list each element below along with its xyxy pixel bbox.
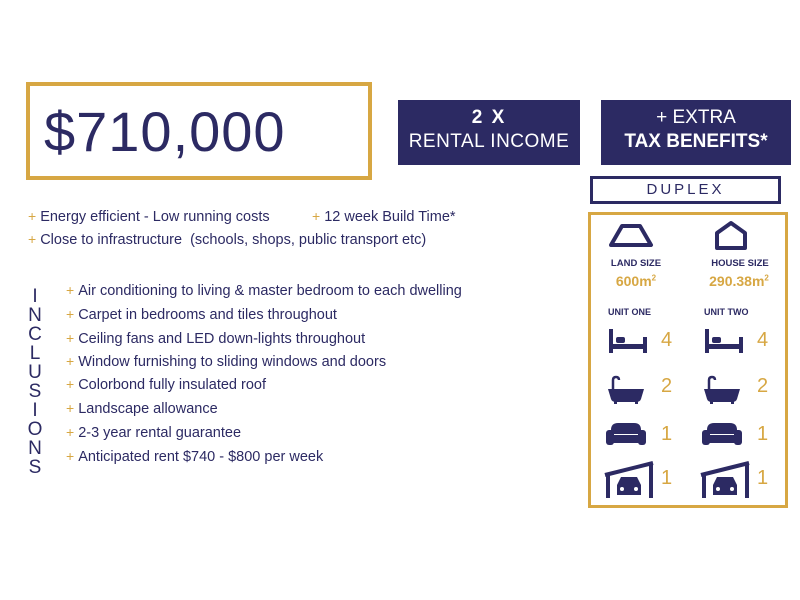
- plus-icon: +: [66, 330, 75, 346]
- inclusion-item: [66, 330, 365, 347]
- inclusions-title: [22, 286, 48, 478]
- inclusions-letter: I: [32, 286, 38, 307]
- plus-icon: +: [66, 448, 75, 464]
- inclusion-item: [66, 282, 462, 299]
- inclusion-text: Air conditioning to living & master bedroom to each dwelling: [78, 283, 462, 299]
- plus-icon: +: [28, 231, 37, 247]
- unit-one-label: UNIT ONE: [608, 307, 652, 317]
- tax-benefits-banner: [601, 100, 791, 165]
- inclusion-text: Anticipated rent $740 - $800 per week: [78, 449, 324, 465]
- inclusion-item: [66, 376, 266, 393]
- bathtub-icon: [605, 375, 647, 405]
- unit-two-label: UNIT TWO: [704, 307, 749, 317]
- land-size-sup: 2: [651, 273, 657, 283]
- unit-one-bathrooms: 2: [661, 375, 673, 397]
- inclusions-letter: O: [27, 419, 43, 440]
- inclusion-text: Carpet in bedrooms and tiles throughout: [78, 307, 337, 323]
- plus-icon: +: [66, 353, 75, 369]
- inclusion-text: Ceiling fans and LED down-lights throughout: [78, 331, 366, 347]
- unit-one-garage: 1: [661, 467, 673, 489]
- feature-text: Energy efficient - Low running costs: [40, 209, 270, 225]
- feature-text: 12 week Build Time*: [324, 209, 456, 225]
- plus-icon: +: [312, 208, 321, 224]
- bed-icon: [703, 327, 745, 355]
- house-size-label: HOUSE SIZE: [711, 258, 769, 269]
- inclusions-letter: U: [28, 362, 42, 383]
- inclusion-item: [66, 448, 323, 465]
- inclusions-letter: N: [28, 305, 42, 326]
- unit-two-bedrooms: 4: [757, 329, 769, 351]
- inclusion-text: 2-3 year rental guarantee: [78, 425, 242, 441]
- house-size-value: [691, 273, 787, 289]
- unit-one-bedrooms: 4: [661, 329, 673, 351]
- inclusion-text: Landscape allowance: [78, 401, 218, 417]
- plus-icon: +: [66, 400, 75, 416]
- price: $710,000: [44, 99, 286, 163]
- inclusion-item: [66, 306, 337, 323]
- house-size-sup: 2: [764, 273, 769, 283]
- house-outline-icon: [713, 219, 749, 251]
- land-size-number: 600m: [615, 273, 652, 289]
- inclusions-letter: S: [28, 457, 42, 478]
- plus-icon: +: [66, 282, 75, 298]
- inclusion-text: Colorbond fully insulated roof: [78, 377, 266, 393]
- inclusions-letter: C: [28, 324, 42, 345]
- duplex-details-panel: [588, 212, 788, 508]
- inclusions-letter: S: [28, 381, 42, 402]
- rental-income-banner: [398, 100, 580, 165]
- plus-icon: +: [28, 208, 37, 224]
- feature-energy: [28, 208, 270, 225]
- sofa-icon: [605, 420, 647, 448]
- unit-two-garage: 1: [757, 467, 769, 489]
- plus-icon: +: [66, 376, 75, 392]
- inclusion-item: [66, 353, 386, 370]
- unit-two-bathrooms: 2: [757, 375, 769, 397]
- plus-icon: +: [66, 424, 75, 440]
- tax-banner-line2: TAX BENEFITS*: [624, 131, 768, 152]
- unit-one-living: 1: [661, 423, 673, 445]
- inclusion-item: [66, 424, 241, 441]
- price-box: [26, 82, 372, 180]
- inclusion-text: Window furnishing to sliding windows and doors: [78, 354, 387, 370]
- feature-text: Close to infrastructure (schools, shops, public transport etc): [40, 232, 427, 248]
- inclusions-letter: L: [29, 343, 41, 364]
- inclusion-item: [66, 400, 218, 417]
- inclusions-letter: N: [28, 438, 42, 459]
- carport-icon: [699, 461, 753, 499]
- feature-infrastructure: [28, 231, 426, 248]
- land-outline-icon: [608, 223, 654, 249]
- land-size-label: LAND SIZE: [610, 258, 662, 269]
- feature-build-time: [312, 208, 456, 225]
- property-type-header: DUPLEX: [590, 176, 781, 204]
- sofa-icon: [701, 420, 743, 448]
- inclusions-letter: I: [32, 400, 38, 421]
- unit-two-living: 1: [757, 423, 769, 445]
- tax-banner-line1: + EXTRA: [656, 107, 736, 128]
- bathtub-icon: [701, 375, 743, 405]
- rental-banner-line1: 2 X: [471, 107, 507, 128]
- land-size-value: [601, 273, 671, 289]
- rental-banner-line2: RENTAL INCOME: [408, 131, 570, 152]
- carport-icon: [603, 461, 657, 499]
- bed-icon: [607, 327, 649, 355]
- house-size-number: 290.38m: [709, 273, 765, 289]
- plus-icon: +: [66, 306, 75, 322]
